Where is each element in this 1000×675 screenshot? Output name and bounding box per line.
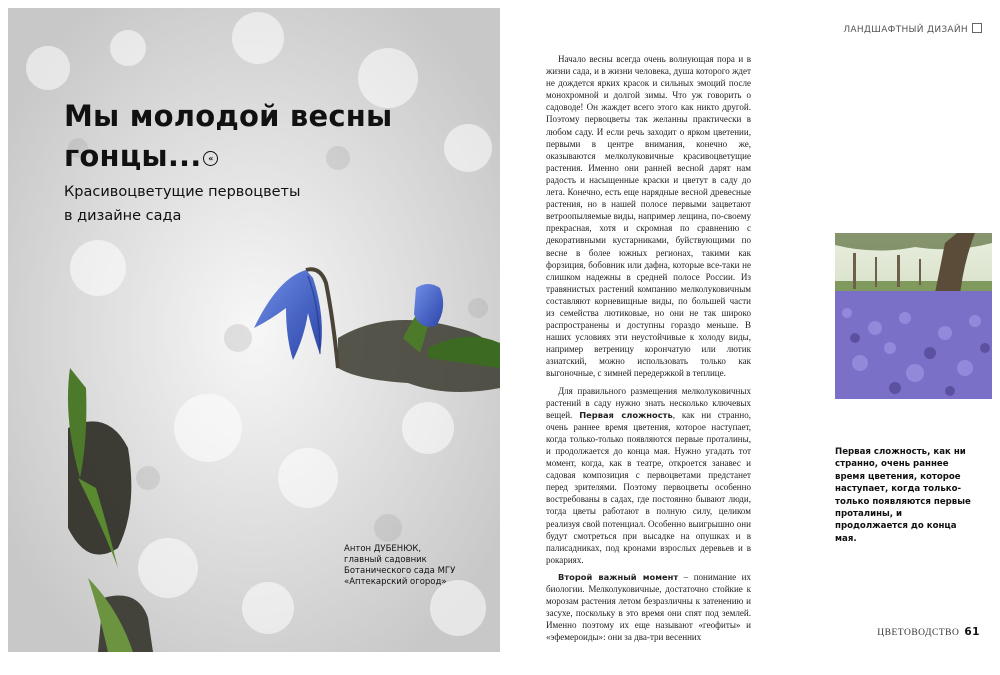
- section-label-text: ЛАНДШАФТНЫЙ ДИЗАЙН: [843, 25, 968, 35]
- magazine-spread: [8, 8, 992, 652]
- article-title: [64, 96, 464, 176]
- left-page: [8, 8, 500, 652]
- paragraph-text: , как ни странно, очень раннее время цветения, которое наступает, когда только-только появляются первые проталины, и продолжается до конца мая. Нужно угадать тот момент, когда, как в театре, откроется занавес и садовая композиция с первоцветами предстанет перед зрителями. Поэтому первоцветы особенно востребованы в садах, где постоянно бывают люди, тогда цветы работают в полную силу, целиком реализуя свой потенциал. Особенно выигрышно они будут смотреться при высадке на опушках и в палисадниках, под кронами взрослых деревьев и в рокариях.: [546, 409, 751, 565]
- article-title-line-2: гонцы...: [64, 139, 202, 173]
- article-body: [546, 53, 751, 644]
- author-role: главный садовник: [344, 555, 427, 565]
- right-page: [500, 8, 992, 652]
- article-subtitle-line-1: Красивоцветущие первоцветы: [64, 184, 301, 200]
- section-label: [843, 23, 982, 35]
- pull-quote: Первая сложность, как ни странно, очень раннее время цветения, которое наступает, когда только-только появляются первые проталины, и продолжается до конца мая.: [835, 447, 971, 544]
- square-icon: [972, 23, 982, 33]
- body-paragraph: [546, 571, 751, 644]
- author-credit: [344, 544, 494, 588]
- author-organization-name: «Аптекарский огород»: [344, 577, 447, 587]
- magazine-mark-icon: «: [203, 151, 218, 166]
- crocus-park-image: [835, 233, 992, 399]
- paragraph-bold-lead: Второй важный момент: [558, 571, 679, 582]
- footer-section-name: ЦВЕТОВОДСТВО: [877, 628, 960, 638]
- body-paragraph: [546, 385, 751, 566]
- page-footer: [877, 626, 980, 638]
- paragraph-bold-lead: Первая сложность: [579, 409, 673, 420]
- paragraph-text: – понимание их биологии. Мелколуковичные, достаточно стойкие к морозам растения летом безразличны к затенению и засухе, поскольку в это время они спят под землей. Именно поэтому их еще называют «геофиты» и «эфемероиды»: они за два-три весенних: [546, 571, 751, 643]
- article-subtitle: [64, 180, 364, 228]
- body-paragraph: Начало весны всегда очень волнующая пора и в жизни сада, и в жизни человека, душа которого ждет не дождется ярких красок и сильных эмоций после монохромной и долгой зимы. Что уж говорить о садоводе! Он жаждет всего этого как никто другой. Поэтому первоцветы так желанны практически в любом саду. И если речь заходит о ярком цветении, первыми в центре внимания, конечно же, оказываются мелколуковичные красивоцветущие растения. Именно они ранней весной дарят нам радость и насыщенные краски и цветут в саду до лета. Конечно, есть еще нарядные весной древесные растения, но в нашей полосе первыми зацветают ветроопыляемые виды, например лещина, по-своему прекрасная, хотя и скромная по сравнению с декоративными кустарниками, буйствующими по весне в более южных регионах, такими как форзиция, бобовник или дафна, которые все-таки не слишком надежны в средней полосе России. Из травянистых растений компанию мелколуковичным составляют корневищные виды, по большей части из семейства лютиковые, но они не так широко распространены и доступны гораздо меньше. В наших условиях эти неустойчивые к холоду виды, например ветреницу корончатую или лютик азиатский, можно использовать только как выгоночные, с зимней передержкой в теплице.: [546, 54, 751, 379]
- page-number: 61: [964, 626, 980, 638]
- crocus-park-photo: [835, 233, 992, 399]
- author-name: Антон ДУБЕНЮК,: [344, 544, 422, 554]
- paragraph-text: Для правильного размещения мелколуковичных растений в саду нужно знать несколько ключевых вещей.: [546, 385, 751, 420]
- article-subtitle-line-2: в дизайне сада: [64, 208, 182, 224]
- article-title-line-1: Мы молодой весны: [64, 99, 393, 133]
- author-organization: Ботанического сада МГУ: [344, 566, 456, 576]
